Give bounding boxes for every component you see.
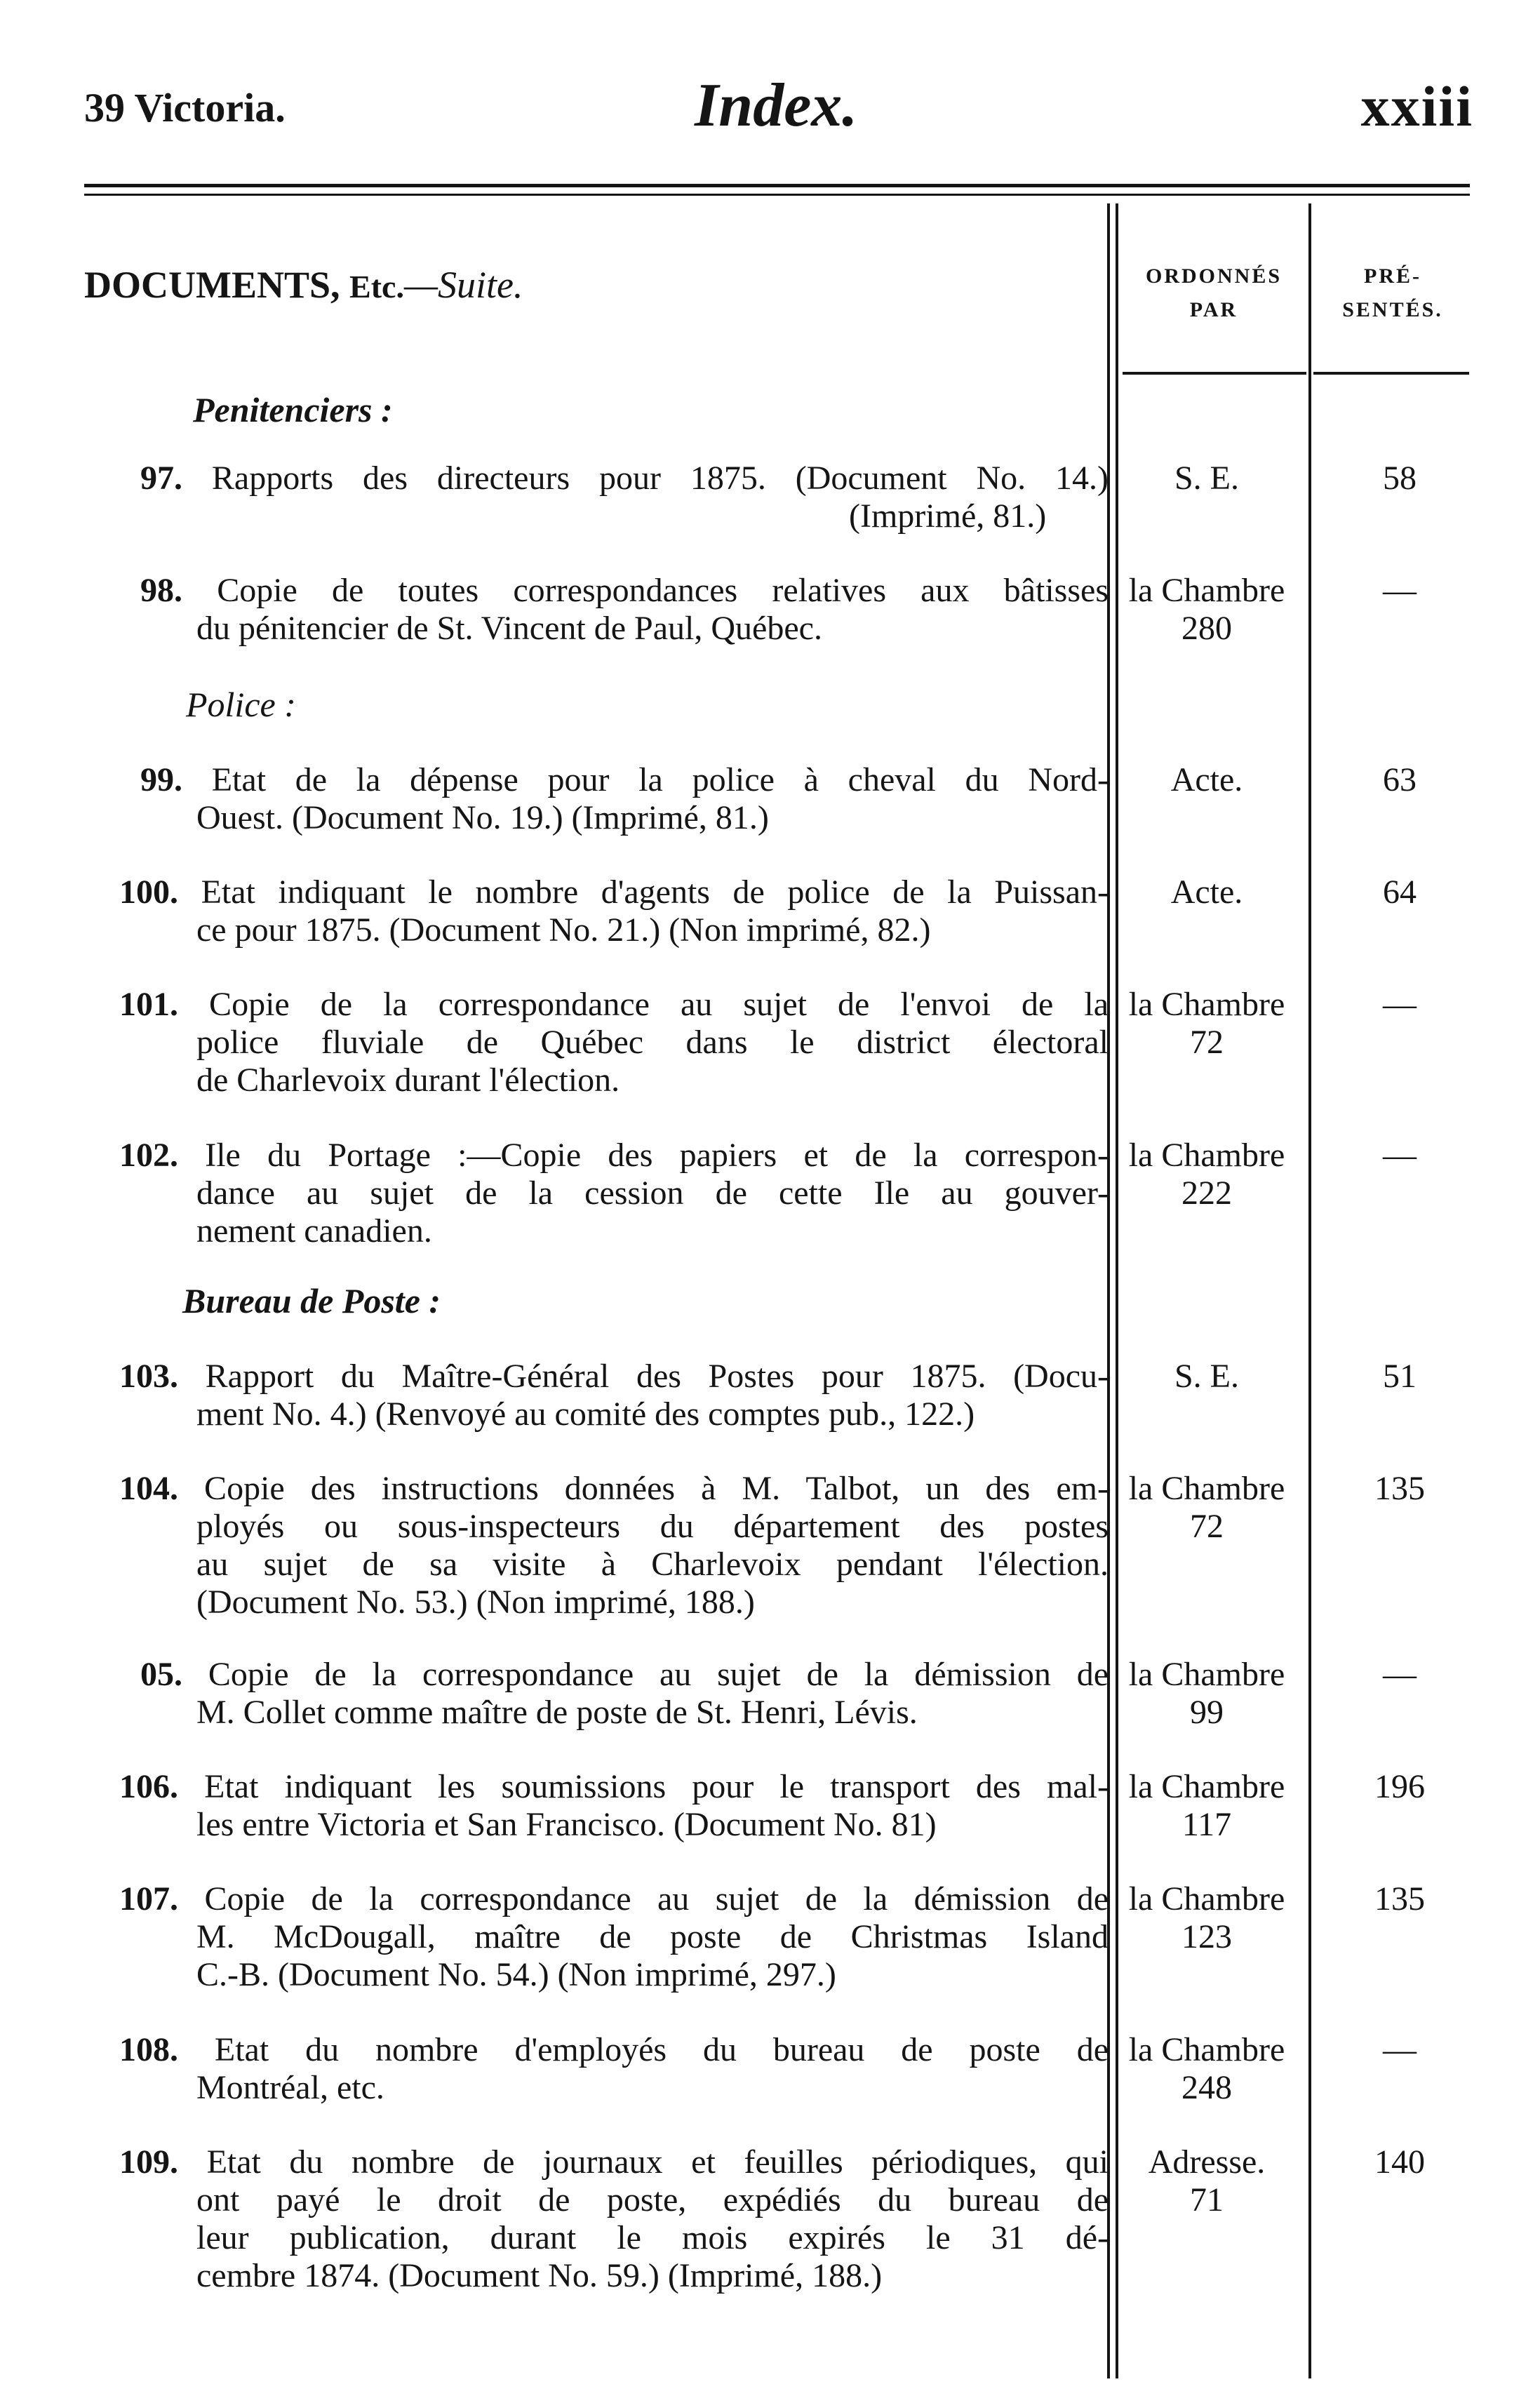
subheading-penitenciers: Penitenciers : [193, 390, 393, 429]
ordonnes-line: 72 [1190, 1024, 1224, 1061]
ordonnes-108 [1119, 2031, 1294, 2107]
ordonnes-line: 280 [1181, 610, 1232, 647]
ordonnes-105 [1119, 1656, 1294, 1732]
entry-line: Copie de la correspondance au sujet de la démission de [208, 1656, 1109, 1693]
ordonnes-line: Adresse. [1148, 2143, 1266, 2181]
ordonnes-line: la Chambre [1128, 1768, 1285, 1805]
entry-number: 103. [119, 1358, 178, 1395]
entry-line: Copie de toutes correspondances relatives aux bâtisses [217, 572, 1109, 609]
entry-line: du pénitencier de St. Vincent de Paul, Québec. [196, 610, 822, 647]
presentes-103: 51 [1383, 1358, 1417, 1395]
entry-number: 97. [140, 460, 182, 497]
section-title [84, 263, 523, 307]
index-entry-107 [112, 1880, 1109, 1994]
entry-line: police fluviale de Québec dans le district électoral [196, 1024, 1109, 1061]
entry-line: M. Collet comme maître de poste de St. Henri, Lévis. [196, 1694, 918, 1731]
column-divider-left-b [1116, 203, 1118, 2378]
entry-line: Etat indiquant le nombre d'agents de police de la Puissan- [201, 873, 1109, 911]
entry-number: 05. [140, 1656, 182, 1693]
ordonnes-101 [1119, 986, 1294, 1062]
ordonnes-line: 222 [1181, 1174, 1232, 1212]
section-title-main: DOCUMENTS, [84, 264, 350, 306]
index-entry-105 [112, 1656, 1109, 1732]
entry-line: Etat de la dépense pour la police à cheval du Nord- [211, 761, 1109, 798]
header-rule-bottom [84, 194, 1470, 196]
index-entry-97 [112, 460, 1109, 535]
ordonnes-97 [1119, 460, 1294, 497]
presentes-107: 135 [1374, 1880, 1425, 1917]
entry-line: (Document No. 53.) (Non imprimé, 188.) [196, 1584, 755, 1621]
ordonnes-line: la Chambre [1128, 1880, 1285, 1917]
running-header-title: Index. [695, 72, 858, 140]
entry-line: Rapport du Maître-Général des Postes pour 1875. (Docu- [205, 1358, 1109, 1395]
column-heading-presentes [1315, 260, 1470, 327]
ordonnes-line: la Chambre [1128, 1656, 1285, 1693]
entry-line: Rapports des directeurs pour 1875. (Document No. 14.) [211, 460, 1109, 497]
subheading-police: Police : [186, 685, 296, 724]
column-heading-ordonnes-line1: ORDONNÉS [1145, 265, 1283, 288]
index-entry-106 [112, 1768, 1109, 1844]
ordonnes-104 [1119, 1470, 1294, 1546]
ordonnes-line: la Chambre [1128, 2031, 1285, 2068]
entry-line: leur publication, durant le mois expirés le 31 dé- [196, 2219, 1109, 2256]
entry-line: Ouest. (Document No. 19.) (Imprimé, 81.) [196, 799, 769, 836]
entry-number: 107. [119, 1880, 178, 1917]
entry-line: Etat du nombre de journaux et feuilles périodiques, qui [206, 2143, 1109, 2181]
presentes-99: 63 [1383, 761, 1417, 798]
presentes-105: — [1383, 1656, 1417, 1693]
index-entry-108 [112, 2031, 1109, 2107]
column-divider-right [1308, 203, 1311, 2378]
entry-line: les entre Victoria et San Francisco. (Document No. 81) [196, 1806, 937, 1843]
column-heading-rule-presentes [1313, 372, 1469, 375]
ordonnes-98 [1119, 572, 1294, 648]
entry-line: Montréal, etc. [196, 2069, 384, 2106]
ordonnes-99 [1119, 761, 1294, 799]
subheading-bureau-poste: Bureau de Poste : [182, 1281, 441, 1320]
column-heading-ordonnes-line2: PAR [1189, 298, 1238, 321]
index-entry-98 [112, 572, 1109, 648]
ordonnes-line: 123 [1181, 1918, 1232, 1955]
entry-number: 102. [119, 1137, 178, 1174]
ordonnes-line: la Chambre [1128, 1137, 1285, 1174]
entry-line: M. McDougall, maître de poste de Christmas Island [196, 1918, 1109, 1955]
ordonnes-line: 117 [1181, 1806, 1232, 1843]
ordonnes-line: 72 [1190, 1508, 1224, 1545]
ordonnes-106 [1119, 1768, 1294, 1844]
section-title-suite: —Suite. [403, 264, 523, 306]
entry-number: 99. [140, 761, 182, 798]
entry-number: 98. [140, 572, 182, 609]
index-entry-100 [112, 873, 1109, 949]
index-entry-102 [112, 1137, 1109, 1250]
entry-line: (Imprimé, 81.) [849, 497, 1047, 535]
ordonnes-line: S. E. [1174, 1358, 1239, 1395]
entry-line: de Charlevoix durant l'élection. [196, 1062, 620, 1099]
ordonnes-107 [1119, 1880, 1294, 1956]
section-title-etc: Etc. [349, 269, 404, 304]
ordonnes-line: la Chambre [1128, 572, 1285, 609]
presentes-108: — [1383, 2031, 1417, 2068]
column-heading-presentes-line2: SENTÉS. [1342, 298, 1443, 321]
presentes-106: 196 [1374, 1768, 1425, 1805]
ordonnes-line: Acte. [1170, 761, 1243, 798]
column-heading-rule-ordonnes [1123, 372, 1306, 375]
column-heading-ordonnes [1123, 260, 1305, 327]
presentes-109: 140 [1374, 2143, 1425, 2181]
entry-line: dance au sujet de la cession de cette Ile au gouver- [196, 1174, 1109, 1212]
ordonnes-102 [1119, 1137, 1294, 1212]
entry-line: ployés ou sous-inspecteurs du département des postes [196, 1508, 1109, 1545]
index-entry-103 [112, 1358, 1109, 1433]
index-entry-101 [112, 986, 1109, 1099]
ordonnes-line: 99 [1190, 1694, 1224, 1731]
ordonnes-line: la Chambre [1128, 986, 1285, 1023]
entry-number: 101. [119, 986, 178, 1023]
column-heading-presentes-line1: PRÉ- [1364, 265, 1421, 288]
entry-number: 106. [119, 1768, 178, 1805]
ordonnes-103 [1119, 1358, 1294, 1395]
presentes-101: — [1383, 986, 1417, 1023]
index-entry-99 [112, 761, 1109, 837]
entry-line: C.-B. (Document No. 54.) (Non imprimé, 297.) [196, 1956, 836, 1993]
header-rule-top [84, 184, 1470, 187]
presentes-98: — [1383, 572, 1417, 609]
presentes-104: 135 [1374, 1470, 1425, 1507]
ordonnes-100 [1119, 873, 1294, 911]
entry-line: Etat indiquant les soumissions pour le transport des mal- [204, 1768, 1109, 1805]
ordonnes-109 [1119, 2143, 1294, 2219]
entry-line: Copie de la correspondance au sujet de la démission de [204, 1880, 1109, 1917]
ordonnes-line: Acte. [1170, 873, 1243, 911]
presentes-102: — [1383, 1137, 1417, 1174]
entry-line: nement canadien. [196, 1212, 432, 1250]
entry-line: Etat du nombre d'employés du bureau de poste de [214, 2031, 1109, 2068]
entry-line: ont payé le droit de poste, expédiés du bureau de [196, 2181, 1109, 2218]
entry-number: 100. [119, 873, 178, 911]
entry-line: Copie des instructions données à M. Talbot, un des em- [204, 1470, 1109, 1507]
entry-line: ce pour 1875. (Document No. 21.) (Non imprimé, 82.) [196, 911, 931, 949]
ordonnes-line: 71 [1190, 2181, 1224, 2218]
entry-line: Ile du Portage :—Copie des papiers et de la correspon- [205, 1137, 1109, 1174]
index-entry-104 [112, 1470, 1109, 1621]
entry-line: Copie de la correspondance au sujet de l'envoi de la [209, 986, 1109, 1023]
running-header-session: 39 Victoria. [84, 85, 286, 130]
ordonnes-line: S. E. [1174, 460, 1239, 497]
entry-number: 104. [119, 1470, 178, 1507]
ordonnes-line: la Chambre [1128, 1470, 1285, 1507]
presentes-97: 58 [1383, 460, 1417, 497]
entry-number: 108. [119, 2031, 178, 2068]
entry-line: cembre 1874. (Document No. 59.) (Imprimé, 188.) [196, 2257, 883, 2294]
page-number: xxiii [1360, 74, 1473, 138]
presentes-100: 64 [1383, 873, 1417, 911]
entry-line: ment No. 4.) (Renvoyé au comité des comptes pub., 122.) [196, 1395, 975, 1433]
ordonnes-line: 248 [1181, 2069, 1232, 2106]
entry-number: 109. [119, 2143, 178, 2181]
entry-line: au sujet de sa visite à Charlevoix pendant l'élection. [196, 1546, 1109, 1583]
index-entry-109 [112, 2143, 1109, 2295]
